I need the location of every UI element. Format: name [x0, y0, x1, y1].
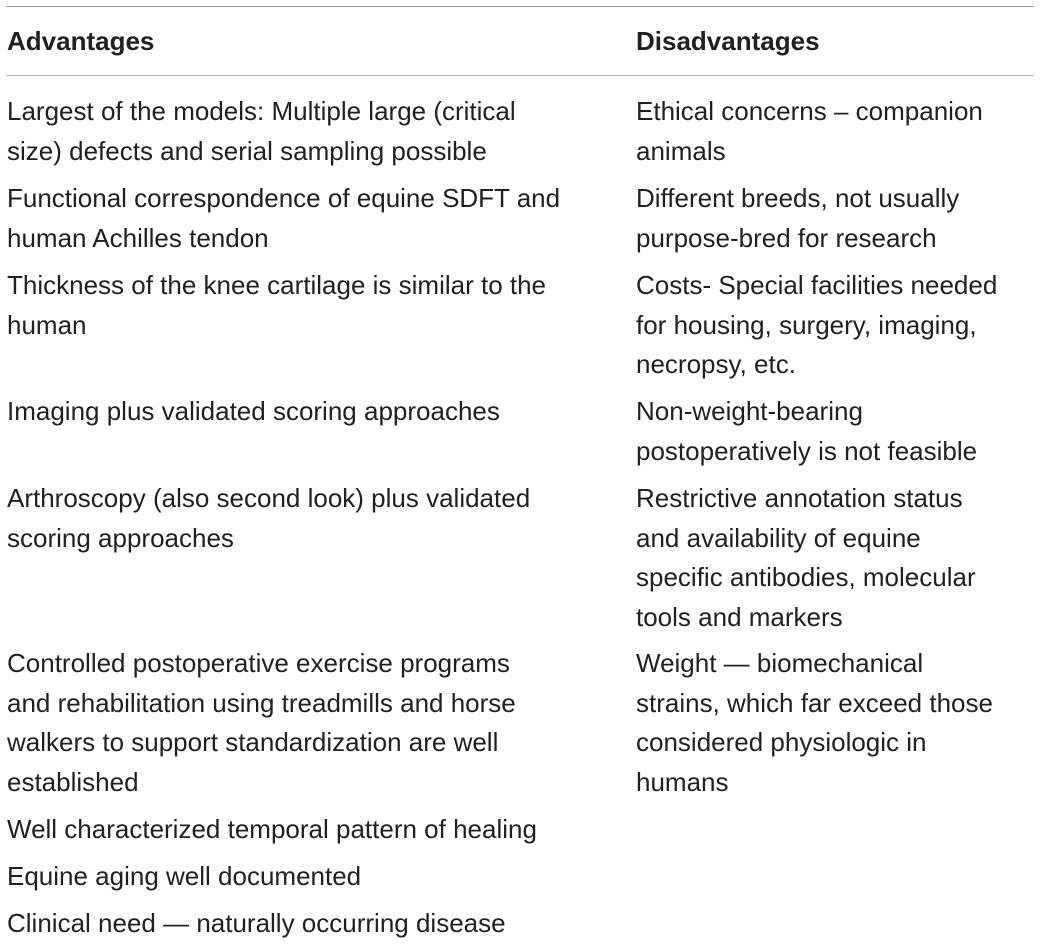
advantage-text: Functional correspondence of equine SDFT and human Achilles tendon — [7, 183, 561, 253]
header-cell-disadvantages — [636, 26, 1034, 56]
disadvantage-text: Restrictive annotation status and availability of equine specific antibodies, molecular tools and markers — [636, 483, 976, 632]
disadvantage-text: Ethical concerns – companion animals — [636, 96, 983, 166]
advantage-text: Thickness of the knee cartilage is similar to the human — [7, 270, 547, 340]
table-row — [6, 857, 1034, 904]
disadvantage-cell — [636, 179, 1034, 258]
advantage-cell — [6, 266, 636, 345]
advantage-text: Arthroscopy (also second look) plus validated scoring approaches — [7, 483, 531, 553]
disadvantage-cell — [636, 92, 1034, 171]
advantage-cell — [6, 810, 636, 850]
table-row — [6, 266, 1034, 392]
table-header-row — [6, 7, 1034, 75]
header-advantages: Advantages — [7, 26, 155, 56]
header-cell-advantages — [6, 26, 636, 56]
disadvantage-text: Costs- Special facilities needed for housing, surgery, imaging, necropsy, etc. — [636, 270, 998, 379]
disadvantage-cell — [636, 266, 1034, 385]
disadvantage-text: Non-weight-bearing postoperatively is not feasible — [636, 396, 978, 466]
disadvantage-cell — [636, 392, 1034, 471]
table-row — [6, 392, 1034, 479]
advantage-text: Equine aging well documented — [7, 861, 362, 891]
advantage-cell — [6, 904, 636, 944]
advantage-cell — [6, 179, 636, 258]
advantage-cell — [6, 392, 636, 432]
advantage-cell — [6, 644, 636, 802]
table-row — [6, 810, 1034, 857]
disadvantage-text: Different breeds, not usually purpose-bred for research — [636, 183, 960, 253]
table-body — [6, 76, 1034, 951]
advantage-text: Controlled postoperative exercise programs and rehabilitation using treadmills and horse walkers to support standardization are well established — [7, 648, 516, 797]
table-row — [6, 179, 1034, 266]
advantage-text: Clinical need — naturally occurring disease — [7, 908, 506, 938]
advantages-disadvantages-table — [6, 6, 1034, 951]
disadvantage-cell — [636, 479, 1034, 637]
table-row — [6, 644, 1034, 810]
advantage-cell — [6, 479, 636, 558]
disadvantage-cell — [636, 644, 1034, 802]
advantage-cell — [6, 857, 636, 897]
table-row — [6, 92, 1034, 179]
advantage-text: Well characterized temporal pattern of healing — [7, 814, 537, 844]
table-row — [6, 904, 1034, 951]
table-row — [6, 479, 1034, 644]
disadvantage-text: Weight — biomechanical strains, which far exceed those considered physiologic in humans — [636, 648, 993, 797]
header-disadvantages: Disadvantages — [636, 26, 820, 56]
advantage-text: Largest of the models: Multiple large (critical size) defects and serial sampling possible — [7, 96, 516, 166]
advantage-text: Imaging plus validated scoring approaches — [7, 396, 500, 426]
advantage-cell — [6, 92, 636, 171]
